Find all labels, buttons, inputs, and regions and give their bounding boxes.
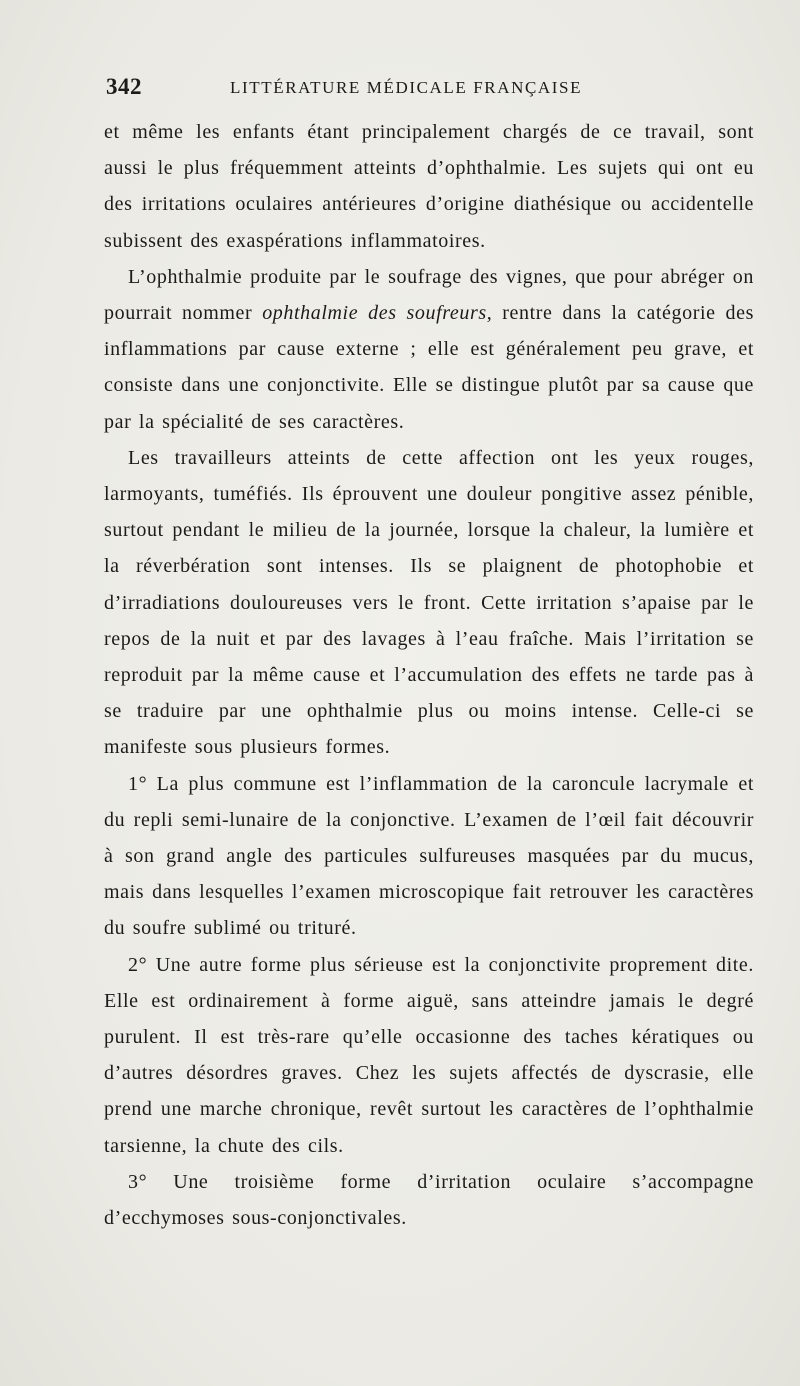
running-title: LITTÉRATURE MÉDICALE FRANÇAISE: [230, 78, 583, 97]
paragraph-text-after-emphasis: rentre dans la catégorie des inflammations par cause externe ; elle est généralement peu grave, et consiste dans une conjonctivite. Elle se distingue plutôt par sa cause que par la spécialité de ses caractères.: [104, 302, 754, 433]
paragraph-symptoms: Les travailleurs atteints de cette affection ont les yeux rouges, larmoyants, tuméfiés. Ils éprouvent une douleur pongitive assez pénible, surtout pendant le milieu de la journée, lorsque la chaleur, la lumière et la réverbération sont intenses. Ils se plaignent de photophobie et d’irradiations douloureuses vers le front. Cette irritation s’apaise par le repos de la nuit et par des lavages à l’eau fraîche. Mais l’irritation se reproduit par la même cause et l’accumulation des effets ne tarde pas à se traduire par une ophthalmie plus ou moins intense. Celle-ci se manifeste sous plusieurs formes.: [104, 446, 754, 759]
paragraph-form-3: 3° Une troisième forme d’irritation oculaire s’accompagne d’ecchymoses sous-conjonctivales.: [104, 1170, 754, 1230]
page-header: [104, 74, 754, 108]
paragraph-form-2: 2° Une autre forme plus sérieuse est la conjonctivite proprement dite. Elle est ordinairement à forme aiguë, sans atteindre jamais le degré purulent. Il est très-rare qu’elle occasionne des taches kératiques ou d’autres désordres graves. Chez les sujets affectés de dyscrasie, elle prend une marche chronique, revêt surtout les caractères de l’ophthalmie tarsienne, la chute des cils.: [104, 953, 754, 1157]
paragraph-continuation: et même les enfants étant principalement chargés de ce travail, sont aussi le plus fréquemment atteints d’ophthalmie. Les sujets qui ont eu des irritations oculaires antérieures d’origine diathésique ou accidentelle subissent des exaspérations inflammatoires.: [104, 121, 754, 252]
paragraph-form-1: 1° La plus commune est l’inflammation de la caroncule lacrymale et du repli semi-lunaire de la conjonctive. L’examen de l’œil fait découvrir à son grand angle des particules sulfureuses masquées par du mucus, mais dans lesquelles l’examen microscopique fait retrouver les caractères du soufre sublimé ou trituré.: [104, 772, 754, 940]
page-number: 342: [106, 74, 142, 99]
emphasized-term: ophthalmie des soufreurs,: [262, 302, 493, 325]
body-text: [104, 114, 754, 1236]
paragraph-soufreurs: [104, 259, 754, 440]
paragraph-text-before-emphasis: L’ophthalmie produite par le soufrage des vignes, que pour abréger on pourrait nommer: [104, 265, 754, 325]
